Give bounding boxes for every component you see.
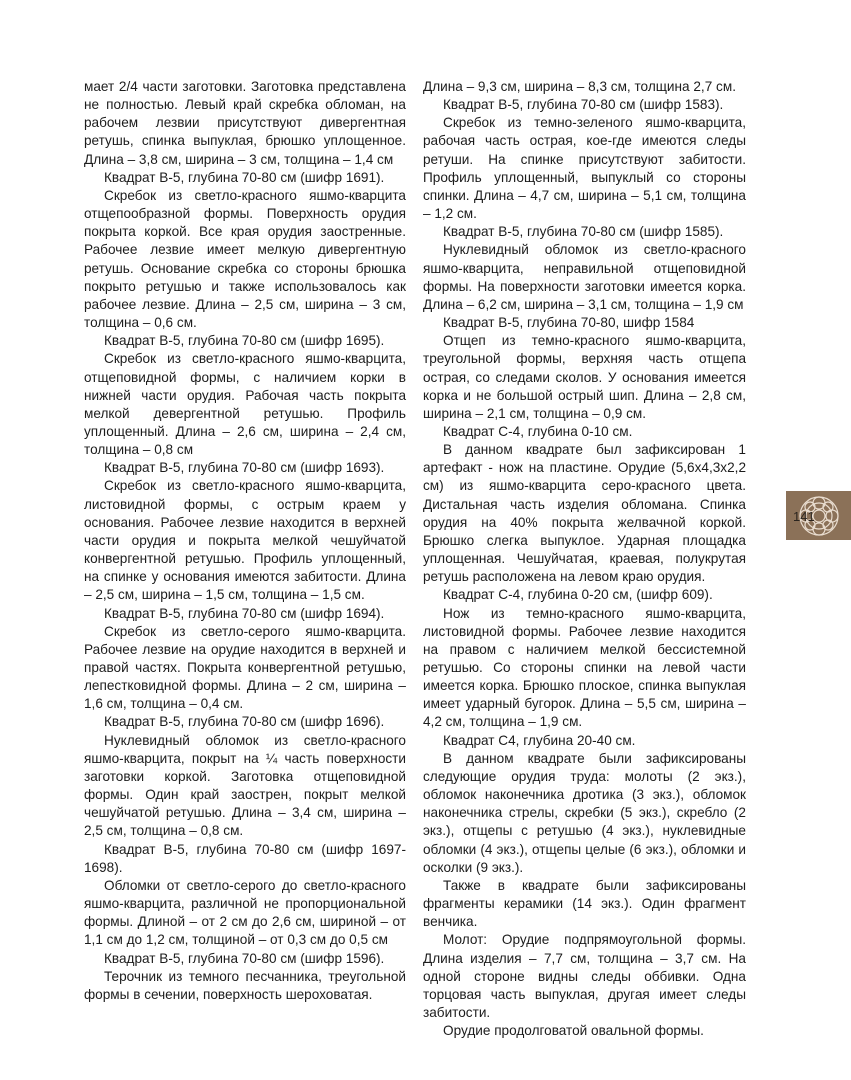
paragraph: Квадрат В-5, глубина 70-80 см (шифр 1691). (104, 169, 385, 185)
paragraph: Обломки от светло-серого до светло-красного яшмо-кварцита, различной не пропорциональной формы. Длиной – от 2 см до 2,6 см, шириной – от 1,1 см до 1,2 см, толщиной – от 0,3 см до 0,5 см (84, 877, 406, 948)
paragraph: Нуклевидный обломок из светло-красного яшмо-кварцита, покрыт на ¼ часть поверхности заготовки коркой. Заготовка отщеповидной формы. Один край заострен, покрыт мелкой чешуйчатой ретушью. Длина – 3,4 см, ширина – 2,5 см, толщина – 0,8 см. (84, 732, 406, 839)
right-column (423, 78, 746, 1040)
paragraph: Терочник из темного песчанника, треугольной формы в сечении, поверхность шероховатая. (84, 968, 406, 1002)
paragraph: Скребок из светло-красного яшмо-кварцита отщепообразной формы. Поверхность орудия покрыта коркой. Все края орудия заостренные. Рабочее лезвие имеет мелкую дивергентную ретушь. Основание скребка со стороны брюшка покрыто ретушью и также использовалось как рабочее лезвие. Длина – 2,5 см, ширина – 3 см, толщина – 0,6 см. (84, 187, 406, 331)
paragraph: Квадрат С-4, глубина 0-10 см. (443, 423, 633, 439)
page-number: 141 (793, 509, 815, 524)
paragraph: Отщеп из темно-красного яшмо-кварцита, треугольной формы, верхняя часть отщепа острая, со следами сколов. У основания имеется корка и не большой острый шип. Длина – 2,8 см, ширина – 2,1 см, толщина – 0,9 см. (423, 333, 746, 421)
paragraph: В данном квадрате были зафиксированы следующие орудия труда: молоты (2 экз.), обломок наконечника дротика (3 экз.), обломок наконечника стрелы, скребки (5 экз.), скребло (2 экз.), отщепы с ретушью (4 экз.), нуклевидные обломки (4 экз.), отщепы целые (6 экз.), обломки и осколки (9 экз.). (423, 750, 746, 875)
paragraph: Квадрат В-5, глубина 70-80, шифр 1584 (443, 315, 695, 331)
paragraph: Также в квадрате были зафиксированы фрагменты керамики (14 экз.). Один фрагмент венчика. (423, 877, 746, 930)
paragraph: Нуклевидный обломок из светло-красного яшмо-кварцита, неправильной отщеповидной формы. На поверхности заготовки имеется корка. Длина – 6,2 см, ширина – 3,1 см, толщина – 1,9 см (423, 242, 746, 312)
paragraph: Скребок из светло-красного яшмо-кварцита, отщеповидной формы, с наличием корки в нижней части орудия. Рабочая часть покрыта мелкой девергентной ретушью. Профиль уплощенный. Длина – 2,6 см, ширина – 2,4 см, толщина – 0,8 см (84, 351, 406, 458)
paragraph: Скребок из светло-красного яшмо-кварцита, листовидной формы, с острым краем у основания. Рабочее лезвие находится в верхней части орудия и покрыта мелкой чешуйчатой конвергентной ретушью. Профиль уплощенный, на спинке у основания имеются забитости. Длина – 2,5 см, ширина – 1,5 см, толщина – 1,5 см. (84, 478, 406, 603)
paragraph: Скребок из светло-серого яшмо-кварцита. Рабочее лезвие на орудие находится в верхней и правой частях. Покрыта конвергентной ретушью, лепестковидной формы. Длина – 2 см, ширина – 1,6 см, толщина – 0,4 см. (84, 623, 406, 712)
paragraph: Квадрат В-5, глубина 70-80 см (шифр 1583). (443, 97, 724, 113)
paragraph: Квадрат В-5, глубина 70-80 см (шифр 1585). (443, 224, 724, 240)
paragraph: Квадрат В-5, глубина 70-80 см (шифр 1694). (104, 605, 385, 621)
paragraph: Квадрат В-5, глубина 70-80 см (шифр 1696). (104, 714, 385, 730)
paragraph: Квадрат С-4, глубина 0-20 см, (шифр 609). (443, 587, 713, 603)
paragraph: Длина – 9,3 см, ширина – 8,3 см, толщина 2,7 см. (423, 79, 736, 94)
paragraph: Нож из темно-красного яшмо-кварцита, листовидной формы. Рабочее лезвие находится на правом с наличием мелкой бессистемной ретушью. Со стороны спинки на левой части имеется корка. Брюшко плоское, спинка выпуклая имеет ударный бугорок. Длина – 5,5 см, ширина – 4,2 см, толщина – 1,9 см. (423, 605, 746, 730)
paragraph: Орудие продолговатой овальной формы. (443, 1023, 704, 1039)
paragraph: Квадрат С4, глубина 20-40 см. (443, 732, 636, 748)
paragraph: Молот: Орудие подпрямоугольной формы. Длина изделия – 7,7 см, толщина – 3,7 см. На одной стороне видны следы оббивки. Одна торцовая часть выпуклая, другая имеет следы забитости. (423, 932, 746, 1020)
paragraph: Квадрат В-5, глубина 70-80 см (шифр 1693). (104, 460, 385, 476)
paragraph: Скребок из темно-зеленого яшмо-кварцита, рабочая часть острая, кое-где имеются следы ретуши. На спинке присутствуют забитости. Профиль уплощенный, выпуклый со стороны спинки. Длина – 4,7 см, ширина – 5,1 см, толщина – 1,2 см. (423, 115, 746, 222)
paragraph: Квадрат В-5, глубина 70-80 см (шифр 1697-1698). (84, 841, 406, 875)
left-column (84, 78, 406, 1004)
paragraph: мает 2/4 части заготовки. Заготовка представлена не полностью. Левый край скребка обломан, на рабочем лезвии присутствуют дивергентная ретушь, спинка выпуклая, брюшко уплощенное. Длина – 3,8 см, ширина – 3 см, толщина – 1,4 см (84, 79, 406, 167)
paragraph: Квадрат В-5, глубина 70-80 см (шифр 1695). (104, 333, 385, 349)
paragraph: Квадрат В-5, глубина 70-80 см (шифр 1596). (104, 950, 385, 966)
paragraph: В данном квадрате был зафиксирован 1 артефакт - нож на пластине. Орудие (5,6х4,3х2,2 см) из яшмо-кварцита серо-красного цвета. Дистальная часть изделия обломана. Спинка орудия на 40% покрыта желвачной коркой. Брюшко слегка выпуклое. Ударная площадка уплощенная. Чешуйчатая, краевая, полукрутая ретушь расположена на левом краю орудия. (423, 442, 746, 585)
